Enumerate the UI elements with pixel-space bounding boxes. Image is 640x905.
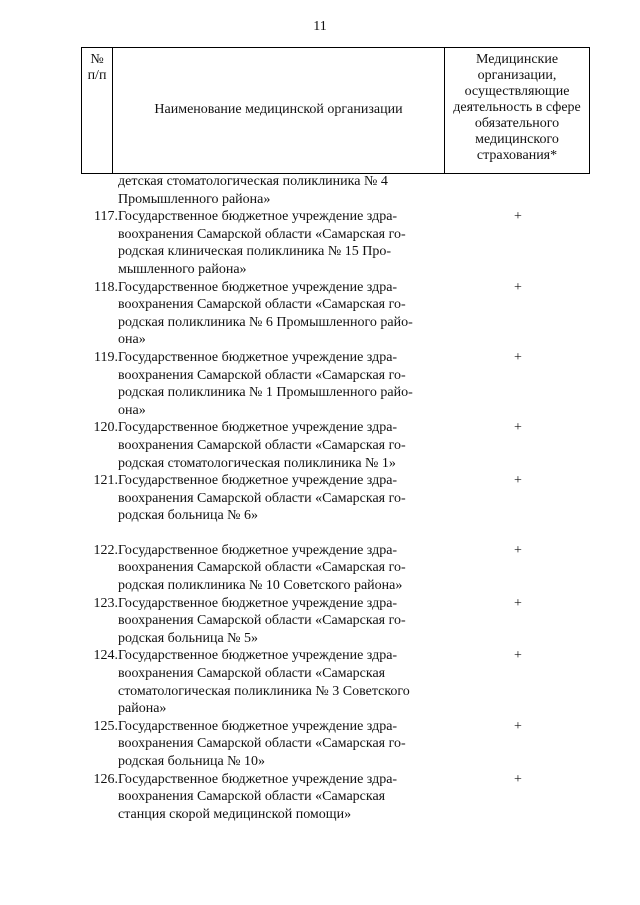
header-name-column: Наименование медицинской организации: [113, 48, 445, 173]
table-row: [0, 279, 640, 349]
row-number: 126.: [93, 771, 118, 787]
name-line: Государственное бюджетное учреждение здра-: [118, 349, 398, 365]
header-oms-line: организации,: [477, 68, 557, 83]
name-line: Государственное бюджетное учреждение здра-: [118, 595, 398, 611]
oms-mark: +: [514, 473, 522, 489]
header-number-line: п/п: [87, 68, 107, 83]
oms-mark: +: [514, 771, 522, 787]
oms-mark: +: [514, 209, 522, 225]
name-line: района»: [118, 701, 167, 717]
organization-name: [118, 542, 440, 595]
row-number: 123.: [93, 595, 118, 611]
organization-name: [118, 647, 440, 717]
row-number: 122.: [93, 542, 118, 558]
name-line: Государственное бюджетное учреждение здра-: [118, 420, 398, 436]
row-number: 119.: [94, 349, 118, 365]
name-line: родская больница № 10»: [118, 754, 266, 769]
table-row: [0, 647, 640, 717]
table-row: [0, 349, 640, 419]
name-line: стоматологическая поликлиника № 3 Советского: [118, 683, 410, 699]
organization-name: [118, 595, 440, 648]
name-line: родская клиническая поликлиника № 15 Про-: [118, 244, 391, 260]
oms-mark: +: [514, 279, 522, 295]
organization-name: [118, 173, 440, 208]
name-line: воохранения Самарской области «Самарская го-: [118, 560, 406, 576]
name-line: Государственное бюджетное учреждение здра-: [118, 648, 398, 664]
name-line: воохранения Самарской области «Самарская го-: [118, 437, 406, 453]
continuation-row: [0, 173, 640, 208]
name-line: мышленного района»: [118, 261, 247, 277]
header-oms-line: Медицинские: [475, 52, 559, 67]
name-line: воохранения Самарской области «Самарская го-: [118, 297, 406, 313]
name-line: родская поликлиника № 1 Промышленного райо-: [118, 385, 413, 401]
organization-name: [118, 349, 440, 419]
name-line: родская больница № 5»: [118, 630, 259, 646]
name-line: воохранения Самарской области «Самарская го-: [118, 367, 406, 383]
name-line: Промышленного района»: [118, 191, 271, 207]
header-number-line: №: [90, 52, 104, 67]
name-line: родская больница № 6»: [118, 508, 259, 524]
organization-list: [0, 173, 640, 823]
page-number: 11: [313, 19, 327, 34]
header-oms-line: деятельность в сфере: [453, 100, 581, 115]
organization-name: [118, 419, 440, 472]
table-row: [0, 472, 640, 525]
table-header: [81, 47, 590, 174]
oms-mark: +: [514, 718, 522, 734]
name-line: родская поликлиника № 10 Советского района»: [118, 578, 403, 594]
row-number: 118.: [94, 279, 118, 295]
table-row: [0, 718, 640, 771]
name-line: Государственное бюджетное учреждение здра-: [118, 473, 398, 489]
organization-name: [118, 718, 440, 771]
oms-mark: +: [514, 420, 522, 436]
table-row: [0, 542, 640, 595]
row-number: 120.: [93, 420, 118, 436]
organization-name: [118, 771, 440, 824]
name-line: воохранения Самарской области «Самарская го-: [118, 226, 406, 242]
table-row: [0, 595, 640, 648]
name-line: воохранения Самарской области «Самарская го-: [118, 490, 406, 506]
header-oms-line: осуществляющие: [464, 84, 570, 99]
header-number-column: [82, 48, 113, 173]
header-oms-line: обязательного: [474, 116, 560, 131]
oms-mark: +: [514, 349, 522, 365]
name-line: Государственное бюджетное учреждение здра-: [118, 209, 398, 225]
name-line: воохранения Самарской области «Самарская: [118, 789, 386, 805]
name-line: Государственное бюджетное учреждение здра-: [118, 771, 398, 787]
name-line: родская стоматологическая поликлиника № 1»: [118, 455, 396, 471]
table-row: [0, 419, 640, 472]
name-line: воохранения Самарской области «Самарская: [118, 666, 386, 682]
organization-name: [118, 208, 440, 278]
name-line: она»: [118, 402, 146, 418]
oms-mark: +: [514, 648, 522, 664]
header-oms-line: страхования*: [476, 148, 558, 163]
oms-mark: +: [514, 542, 522, 558]
row-number: 124.: [93, 648, 118, 664]
name-line: Государственное бюджетное учреждение здра-: [118, 279, 398, 295]
table-row: [0, 771, 640, 824]
name-line: воохранения Самарской области «Самарская го-: [118, 613, 406, 629]
row-number: 121.: [93, 473, 118, 489]
name-line: детская стоматологическая поликлиника № 4: [118, 174, 388, 189]
header-oms-line: медицинского: [475, 132, 559, 147]
organization-name: [118, 472, 440, 525]
name-line: Государственное бюджетное учреждение здра-: [118, 718, 398, 734]
oms-mark: +: [514, 595, 522, 611]
name-line: воохранения Самарской области «Самарская го-: [118, 736, 406, 752]
row-number: 117.: [94, 209, 118, 225]
header-oms-column: [445, 48, 589, 177]
spacer: [0, 525, 640, 542]
organization-name: [118, 279, 440, 349]
name-line: родская поликлиника № 6 Промышленного райо-: [118, 314, 413, 330]
row-number: 125.: [93, 718, 118, 734]
name-line: она»: [118, 332, 146, 348]
table-row: [0, 208, 640, 278]
name-line: станция скорой медицинской помощи»: [118, 806, 352, 822]
name-line: Государственное бюджетное учреждение здра-: [118, 542, 398, 558]
